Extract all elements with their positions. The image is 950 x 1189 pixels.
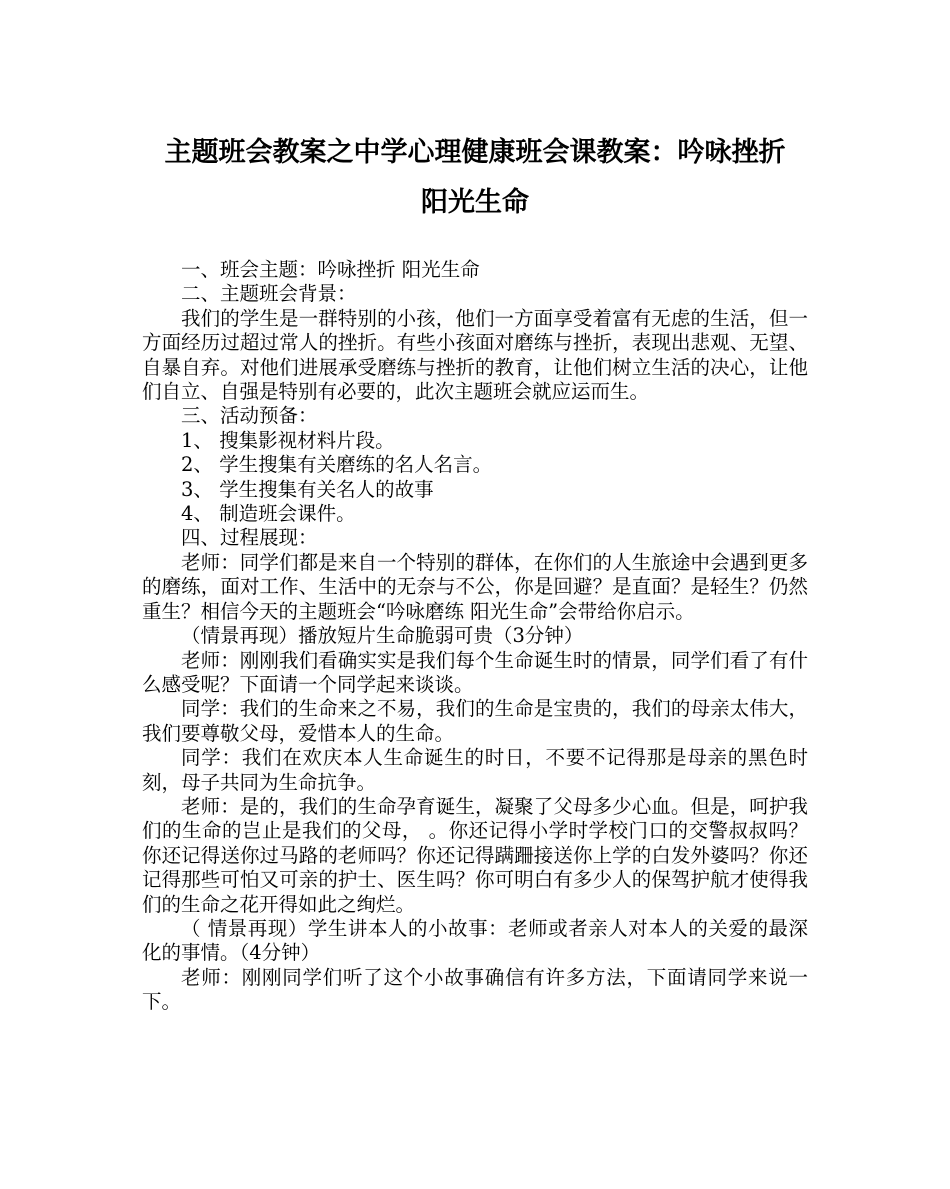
- background-paragraph: 我们的学生是一群特别的小孩，他们一方面享受着富有无虑的生活，但一方面经历过超过常人的挫折。有些小孩面对磨练与挫折，表现出悲观、无望、自暴自弃。对他们进展承受磨练与挫折的教育，让他们树立生活的决心，让他们自立、自强是特别有必要的，此次主题班会就应运而生。: [142, 306, 808, 404]
- scene-replay-2: （ 情景再现）学生讲本人的小故事：老师或者亲人对本人的关爱的最深化的事情。（4分钟）: [142, 916, 808, 965]
- preparation-item-4: 4、 制造班会课件。: [181, 502, 356, 526]
- scene-replay-1: （情景再现）播放短片生命脆弱可贵（3分钟）: [181, 624, 584, 648]
- preparation-item-2: 2、 学生搜集有关磨练的名人名言。: [181, 453, 493, 477]
- section-preparation-heading: 三、活动预备：: [181, 404, 318, 428]
- document-title: [140, 128, 810, 228]
- teacher-paragraph-3: 老师：是的，我们的生命孕育诞生，凝聚了父母多少心血。但是，呵护我们的生命的岂止是我们的父母， 。你还记得小学时学校门口的交警叔叔吗？你还记得送你过马路的老师吗？你还记得蹒跚接送你上学的白发外婆吗？你还记得那些可怕又可亲的护士、医生吗？你可明白有多少人的保驾护航才使得我们的生命之花开得如此之绚烂。: [142, 794, 808, 916]
- document-body: [142, 258, 808, 1015]
- preparation-item-1: 1、 搜集影视材料片段。: [181, 428, 395, 452]
- section-process-heading: 四、过程展现：: [181, 526, 318, 550]
- title-line-2: 阳光生命: [421, 187, 529, 218]
- student-paragraph-2: 同学：我们在欢庆本人生命诞生的时日，不要不记得那是母亲的黑色时刻，母子共同为生命抗争。: [142, 746, 808, 794]
- title-line-1: 主题班会教案之中学心理健康班会课教案：吟咏挫折: [164, 137, 786, 168]
- student-paragraph-1: 同学：我们的生命来之不易，我们的生命是宝贵的，我们的母亲太伟大，我们要尊敬父母，爱惜本人的生命。: [142, 697, 808, 745]
- section-background-heading: 二、主题班会背景：: [181, 282, 357, 306]
- section-class-theme: 一、班会主题：吟咏挫折 阳光生命: [181, 258, 480, 281]
- teacher-paragraph-4: 老师：刚刚同学们听了这个小故事确信有许多方法，下面请同学来说一下。: [142, 965, 808, 1014]
- teacher-intro-paragraph: 老师：同学们都是来自一个特别的群体，在你们的人生旅途中会遇到更多的磨练，面对工作、生活中的无奈与不公，你是回避？是直面？是轻生？仍然重生？相信今天的主题班会“吟咏磨练 阳光生命”会带给你启示。: [142, 550, 808, 623]
- teacher-paragraph-2: 老师：刚刚我们看确实实是我们每个生命诞生时的情景，同学们看了有什么感受呢？下面请一个同学起来谈谈。: [142, 648, 808, 696]
- preparation-item-3: 3、 学生搜集有关名人的故事: [181, 477, 434, 501]
